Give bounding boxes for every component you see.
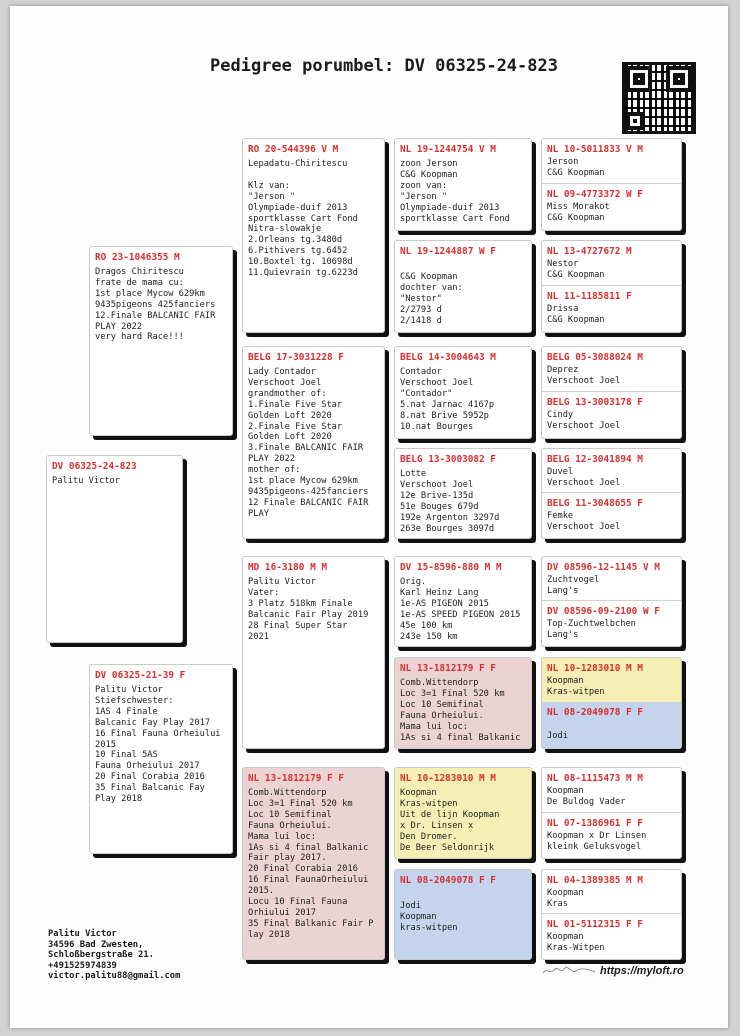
grandsire-maternal-card[interactable] [242,556,385,749]
gg-grandparent-pair [541,657,682,749]
ring-number: NL 10-5011833 V M [547,144,643,155]
gg-grandparent-entry[interactable] [542,813,681,853]
pigeon-notes: Comb.Wittendorp Loc 3=1 Final 520 km Loc 10 Semifinal Fauna Orheiului. Mama lui loc: 1As si 4 final Balkanic [400,678,521,743]
grandsire-paternal-card[interactable] [242,138,385,333]
gg-grandparent-entry[interactable] [542,702,681,748]
ring-number: NL 08-2049078 F F [400,875,496,886]
gg-grandparent-entry[interactable] [542,557,681,597]
pigeon-notes: Koopman Kras-witpen [547,676,605,697]
ring-number: NL 04-1389385 M M [547,875,643,886]
pigeon-notes: Lepadatu-Chiritescu Klz van: "Jerson " Olympiade-duif 2013 sportklasse Cart Fond Nitra-slowakje 2.Orleans tg.3480d 6.Pithivers tg.6452 10.Boxtel tg. 10698d 11.Quievrain tg.6223d [248,159,358,279]
pigeon-notes: Palitu Victor [52,476,120,486]
gg-grandparent-pair [541,138,682,231]
great-grandparent-card[interactable] [394,767,532,859]
ring-number: DV 08596-12-1145 V M [547,562,660,573]
ring-number: BELG 05-3088024 M [547,352,643,363]
dam-card[interactable] [89,664,233,854]
sire-card[interactable] [89,246,233,436]
great-grandparent-card[interactable] [394,448,532,539]
gg-grandparent-entry[interactable] [542,184,681,224]
ring-number: NL 10-1283010 M M [400,773,496,784]
ring-number: NL 19-1244754 V M [400,144,496,155]
great-grandparent-card[interactable] [394,657,532,749]
ring-number: BELG 13-3003082 F [400,454,496,465]
gg-grandparent-entry[interactable] [542,347,681,387]
gg-grandparent-pair [541,240,682,333]
gg-grandparent-pair [541,448,682,539]
gg-grandparent-entry[interactable] [542,392,681,432]
gg-grandparent-entry[interactable] [542,768,681,808]
pigeon-notes: Koopman Kras [547,888,584,909]
gg-grandparent-entry[interactable] [542,658,681,702]
pigeon-notes: Dragos Chiritescu frate de mama cu: 1st place Mycow 629km 9435pigeons 425fanciers 12.Finale BALCANIC FAIR PLAY 2022 very hard Race!!! [95,267,216,343]
pigeon-notes: Lotte Verschoot Joel 12e Brive-135d 51e Bouges 679d 192e Argenton 3297d 263e Bourges 3097d [400,469,500,534]
great-grandparent-card[interactable] [394,240,532,333]
ring-number: NL 08-2049078 F F [547,707,643,718]
ring-number: NL 13-1812179 F F [248,773,344,784]
pigeon-notes: Koopman x Dr Linsen kleink Geluksvogel [547,831,647,852]
ring-number: BELG 17-3031228 F [248,352,344,363]
pigeon-notes: Femke Verschoot Joel [547,511,621,532]
pigeon-notes: Duvel Verschoot Joel [547,467,621,488]
website-link[interactable]: https://myloft.ro [600,965,684,977]
ring-number: BELG 14-3004643 M [400,352,496,363]
ring-number: DV 06325-21-39 F [95,670,186,681]
gg-grandparent-pair [541,556,682,647]
pigeon-notes: Miss Morakot C&G Koopman [547,202,610,223]
pigeon-notes: Zuchtvogel Lang's [547,575,600,596]
ring-number: BELG 12-3041894 M [547,454,643,465]
pigeon-notes: Palitu Victor Vater: 3 Platz 518km Finale Balcanic Fair Play 2019 28 Final Super Star 2021 [248,577,369,642]
pigeon-notes: Drissa C&G Koopman [547,304,605,325]
pigeon-notes: Comb.Wittendorp Loc 3=1 Final 520 km Loc 10 Semifinal Fauna Orheiului. Mama lui loc: 1As si 4 final Balkanic Fair play 2017. 20 Final Corabia 2016 16 Final FaunaOrheiului 2015. Locu 10 Final Fauna Orhiului 2017 35 Final Balkanic Fair P lay 2018 [248,788,374,940]
pigeon-notes: Orig. Karl Heinz Lang 1e-AS PIGEON 2015 1e-AS SPEED PIGEON 2015 45e 100 km 243e 150 km [400,577,521,642]
gg-grandparent-entry[interactable] [542,139,681,179]
pigeon-notes: Nestor C&G Koopman [547,259,605,280]
ring-number: NL 09-4773372 W F [547,189,643,200]
signature-scribble [542,966,596,976]
pigeon-notes: Koopman De Buldog Vader [547,786,626,807]
ring-number: DV 08596-09-2100 W F [547,606,660,617]
pigeon-notes: Palitu Victor Stiefschwester: 1AS 4 Finale Balcanic Fay Play 2017 16 Final Fauna Orheiului 2015 10 Final 5AS Fauna Orheiului 2017 20 Final Corabia 2016 35 Final Balcanic Fay Play 2018 [95,685,221,805]
ring-number: NL 10-1283010 M M [547,663,643,674]
pigeon-notes: Contador Verschoot Joel "Contador" 5.nat Jarnac 4167p 8.nat Brive 5952p 10.nat Bourges [400,367,495,432]
great-grandparent-card[interactable] [394,556,532,647]
pigeon-notes: Koopman Kras-Witpen [547,932,605,953]
ring-number: NL 13-4727672 M [547,246,632,257]
granddam-maternal-card[interactable] [242,767,385,960]
qr-code [622,62,696,134]
gg-grandparent-entry[interactable] [542,914,681,954]
great-grandparent-card[interactable] [394,869,532,960]
page-title: Pedigree porumbel: DV 06325-24-823 [210,56,558,76]
granddam-paternal-card[interactable] [242,346,385,539]
ring-number: RO 23-1046355 M [95,252,180,263]
ring-number: RO 20-544396 V M [248,144,339,155]
great-grandparent-card[interactable] [394,346,532,439]
pigeon-notes: C&G Koopman dochter van: "Nestor" 2/2793 d 2/1418 d [400,271,463,326]
pigeon-notes: Deprez Verschoot Joel [547,365,621,386]
gg-grandparent-entry[interactable] [542,449,681,489]
pigeon-notes: Jodi Koopman kras-witpen [400,900,458,933]
ring-number: DV 15-8596-880 M M [400,562,502,573]
ring-number: NL 11-1185811 F [547,291,632,302]
pigeon-notes: Top-Zuchtwelbchen Lang's [547,619,636,640]
gg-grandparent-pair [541,767,682,859]
gg-grandparent-entry[interactable] [542,493,681,533]
ring-number: NL 07-1386961 F F [547,818,643,829]
pigeon-notes: Jodi [547,730,568,741]
pigeon-notes: Lady Contador Verschoot Joel grandmother of: 1.Finale Five Star Golden Loft 2020 2.Finale Five Star Golden Loft 2020 3.Finale BALCANIC FAIR PLAY 2022 mother of: 1st place Mycow 629km 9435pigeons-425fanciers 12 Finale BALCANIC FAIR PLAY [248,367,369,519]
owner-contact: Palitu Victor 34596 Bad Zwesten, Schloßbergstraße 21. +491525974839 victor.palitu88@gmail.com [48,929,181,982]
ring-number: BELG 13-3003178 F [547,397,643,408]
ring-number: NL 13-1812179 F F [400,663,496,674]
pigeon-notes: Cindy Verschoot Joel [547,410,621,431]
ring-number: DV 06325-24-823 [52,461,137,472]
ring-number: NL 01-5112315 F F [547,919,643,930]
ring-number: NL 08-1115473 M M [547,773,643,784]
pigeon-notes: zoon Jerson C&G Koopman zoon van: "Jerson " Olympiade-duif 2013 sportklasse Cart Fond [400,159,510,224]
gg-grandparent-pair [541,869,682,960]
pigeon-notes: Koopman Kras-witpen Uit de lijn Koopman x Dr. Linsen x Den Dromer. De Beer Seldonrijk [400,788,500,853]
gg-grandparent-entry[interactable] [542,241,681,281]
gg-grandparent-entry[interactable] [542,286,681,326]
gg-grandparent-entry[interactable] [542,870,681,910]
subject-pigeon-card[interactable] [46,455,183,643]
ring-number: NL 19-1244887 W F [400,246,496,257]
gg-grandparent-pair [541,346,682,439]
pigeon-notes: Jerson C&G Koopman [547,157,605,178]
great-grandparent-card[interactable] [394,138,532,231]
ring-number: MD 16-3180 M M [248,562,328,573]
ring-number: BELG 11-3048655 F [547,498,643,509]
gg-grandparent-entry[interactable] [542,601,681,641]
